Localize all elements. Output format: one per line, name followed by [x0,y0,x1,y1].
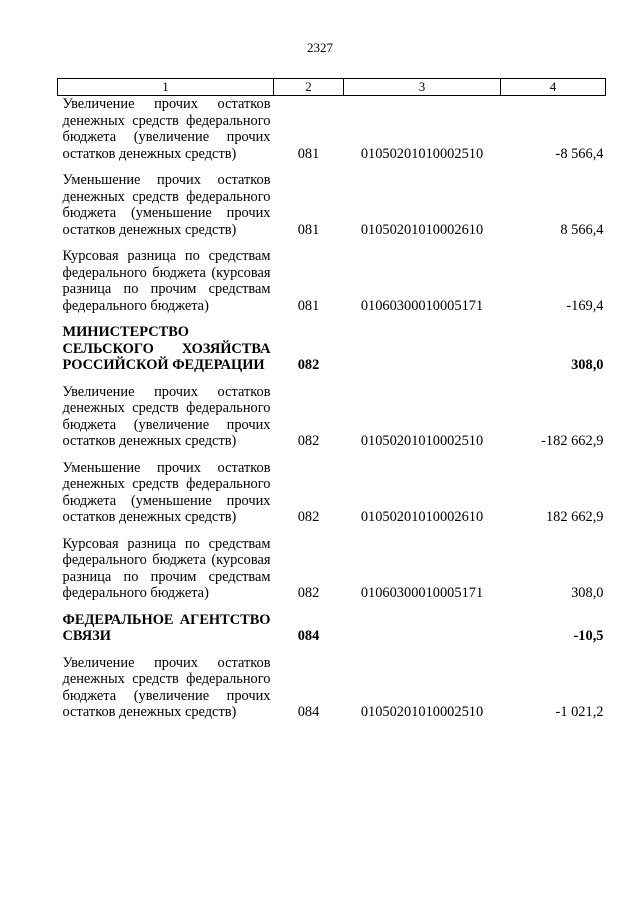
row-name-cell: Курсовая разница по средствам федерального бюджета (курсовая разница по прочим средствам федерального бюджета) [62,535,271,601]
table-row [58,384,606,460]
row-code-cell: 082 [297,357,320,373]
row-kbk-cell: 01050201010002610 [360,509,484,525]
column-header-3: 3 [344,79,501,96]
row-name-cell: Увеличение прочих остатков денежных средств федерального бюджета (увеличение прочих остатков денежных средств) [62,383,271,449]
row-name-cell: Увеличение прочих остатков денежных средств федерального бюджета (увеличение прочих остатков денежных средств) [62,96,271,162]
table-row [58,536,606,612]
row-amount-cell: -1 021,2 [555,704,604,720]
table-row [58,96,606,173]
budget-table [57,78,606,731]
row-amount-cell: -169,4 [566,297,604,314]
table-body [58,96,606,731]
row-kbk-cell: 01050201010002610 [360,221,484,238]
table-row [58,324,606,384]
row-amount-cell: 308,0 [571,585,604,601]
row-amount-cell: -8 566,4 [555,145,604,162]
page-number: 2327 [307,40,333,55]
row-code-cell: 081 [297,145,320,162]
row-name-cell: Уменьшение прочих остатков денежных средств федерального бюджета (уменьшение прочих остатков денежных средств) [62,172,271,238]
row-kbk-cell: 01050201010002510 [360,704,484,720]
row-amount-cell: -182 662,9 [541,433,604,449]
table-header-row [58,79,606,96]
row-name-cell: Увеличение прочих остатков денежных средств федерального бюджета (увеличение прочих остатков денежных средств) [62,654,271,720]
row-name-cell: Курсовая разница по средствам федерального бюджета (курсовая разница по прочим средствам федерального бюджета) [62,248,271,314]
row-code-cell: 082 [297,433,320,449]
row-kbk-cell [344,612,501,655]
row-kbk-cell [344,324,501,384]
row-amount-cell: -10,5 [573,628,604,644]
table-row [58,655,606,731]
row-code-cell: 081 [297,221,320,238]
row-amount-cell: 182 662,9 [545,509,604,525]
table-row [58,172,606,248]
column-header-2: 2 [274,79,344,96]
row-code-cell: 081 [297,297,320,314]
column-header-1: 1 [58,79,274,96]
row-kbk-cell: 01050201010002510 [360,433,484,449]
table-row [58,612,606,655]
table-row [58,460,606,536]
row-kbk-cell: 01060300010005171 [360,585,484,601]
row-code-cell: 084 [297,704,320,720]
column-header-4: 4 [501,79,606,96]
row-amount-cell: 8 566,4 [560,221,604,238]
row-code-cell: 082 [297,585,320,601]
row-amount-cell: 308,0 [571,357,604,373]
row-name-cell: ФЕДЕРАЛЬНОЕ АГЕНТСТВО СВЯЗИ [62,611,271,644]
row-kbk-cell: 01060300010005171 [360,297,484,314]
row-name-cell: Уменьшение прочих остатков денежных средств федерального бюджета (уменьшение прочих остатков денежных средств) [62,459,271,525]
row-code-cell: 084 [297,628,320,644]
table-row [58,248,606,324]
row-code-cell: 082 [297,509,320,525]
row-name-cell: МИНИСТЕРСТВО СЕЛЬСКОГО ХОЗЯЙСТВА РОССИЙСКОЙ ФЕДЕРАЦИИ [62,324,271,373]
row-kbk-cell: 01050201010002510 [360,145,484,162]
